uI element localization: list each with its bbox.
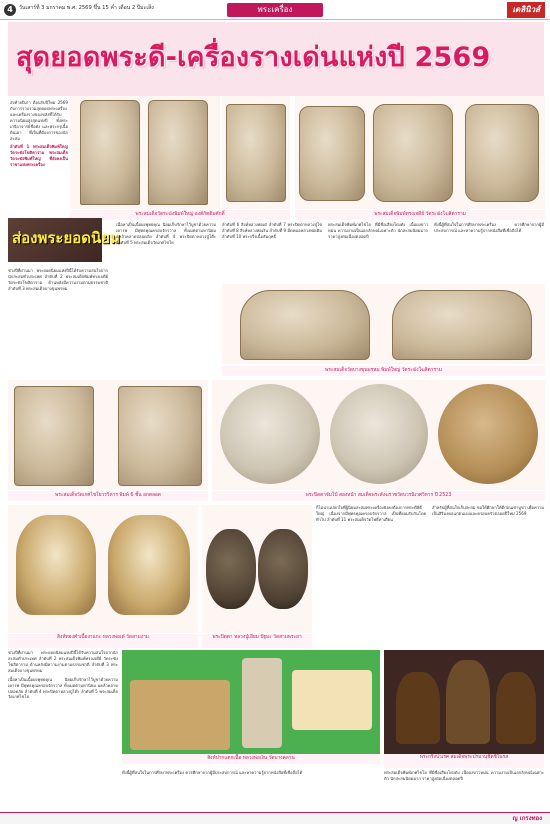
right-column-text: ทั้งนี้ผู้ที่สนใจในการศึกษาพระเครื่อง ควรศึกษาจากผู้มีประสบการณ์ และหาความรู้จากหนังสือที่เชื่อถือได้ bbox=[434, 222, 544, 233]
amulet-image bbox=[465, 104, 539, 202]
mid-column bbox=[116, 222, 216, 372]
amulet-image bbox=[14, 386, 94, 486]
intro-column bbox=[10, 100, 68, 218]
amulet-image bbox=[118, 386, 202, 486]
section-label: พระเครื่อง bbox=[227, 3, 323, 17]
kring-image bbox=[446, 660, 490, 744]
bottom-column-text: สำหรับผู้ที่สนใจเก็บสะสม ขอให้ศึกษาให้ดีก่อนเช่าบูชา เพื่อความเป็นสิริมงคลแก่ตนเองและครอบครัวตลอดปีใหม่ 2569 bbox=[432, 505, 544, 516]
page-header bbox=[0, 0, 550, 20]
bottom-left-text: ช่วงปีที่ผ่านมา พระยอดนิยมแห่งปีนี้ได้รับความสนใจจากนักสะสมทั่วประเทศ ลำดับที่ 2 พระสมเด็จพิมพ์ทรงเจดีย์ วัดระฆังโฆสิตาราม ด้านหลังมีความงามตามธรรมชาติ ลำดับที่ 3 พระสมเด็จบางขุนพรหม bbox=[8, 650, 118, 673]
right-column-b bbox=[328, 222, 428, 282]
pidta-photo bbox=[202, 505, 312, 633]
amulet-image bbox=[299, 106, 365, 201]
brand-logo: เดลินิวส์ bbox=[507, 2, 545, 18]
caption-9: พระกริ่งปวเรศ สมเด็จพระปรมานุชิตชิโนรส bbox=[384, 754, 544, 768]
amulet-image bbox=[240, 290, 370, 360]
bottom-left-column bbox=[8, 650, 118, 808]
left-column bbox=[8, 268, 108, 378]
page-footer bbox=[0, 812, 550, 824]
right-column-text: พระสมเด็จพิมพ์เกศไชโย ที่มีชื่อเสียงโด่งดัง เนื้อผงขาวหม่น ความงามเป็นเอกลักษณ์เฉพาะตัว นักสะสมนิยมมาก ราคาสูงต่อเนื่องตลอดปี bbox=[328, 222, 428, 239]
caption-4: พระสมเด็จวัดเกศไชโยวรวิหาร พิมพ์ 6 ชั้น อกตลอด bbox=[8, 491, 208, 501]
amulet-image bbox=[373, 104, 453, 202]
bottom-column-text: ก็ไม่น่าแปลกใจที่ผู้นิยมสะสมพระเครื่องยังคงต้องการพระดีพิธีใหญ่ เนื่องจากมีพุทธคุณครอบจักรวาล เป็นที่ยอมรับกันโดยทั่วไป ลำดับที่ 11 พระสมเด็จวัดโพธิ์ท่าเตียน bbox=[316, 505, 426, 522]
caption-2: พระสมเด็จพิมพ์ทรงเจดีย์ วัดระฆังโฆสิตาราม bbox=[295, 210, 545, 220]
caption-1: พระสมเด็จวัดระฆังพิมพ์ใหญ่ องค์กิตติมศักดิ์ bbox=[70, 210, 290, 220]
amulet-image bbox=[330, 384, 428, 484]
section-banner-title: ส่องพระยอดนิยม bbox=[12, 229, 120, 247]
lion-image bbox=[16, 515, 96, 615]
headline: สุดยอดพระดี-เครื่องรางเด่นแห่งปี 2569 bbox=[16, 42, 491, 73]
kring-photo bbox=[384, 650, 544, 754]
amulet-photo-6 bbox=[212, 380, 545, 490]
right-column-a bbox=[222, 222, 322, 282]
bottom-mid-column bbox=[122, 770, 380, 810]
caption-7: พระปิดตา หลวงปู่เอี่ยม ปัฐมะ วัดสามพระยา bbox=[202, 634, 312, 648]
caption-3: พระสมเด็จวัดบางขุนพรหม พิมพ์ใหญ่ วัดระฆังโฆสิตาราม bbox=[222, 366, 545, 376]
amulet-image bbox=[392, 290, 532, 360]
caption-6: สิงห์ทองคำเนื้องาแกะ หลวงพ่อเต๋ วัดสามง่าม bbox=[8, 634, 198, 648]
knife-photo bbox=[122, 650, 380, 754]
kring-image bbox=[396, 672, 440, 744]
mid-column-text: เนื้อหาเป็นเนื้อผงพุทธคุณ นิยมเก็บรักษาไว้บูชาด้วยความเคารพ มีพุทธคุณครอบจักรวาล ทั้งเมตตามหานิยม แคล้วคลาดปลอดภัย ลำดับที่ 4 พระปิดตาหลวงปู่โต๊ะ ลำดับที่ 5 พระสมเด็จวัดเกศไชโย bbox=[116, 222, 216, 245]
intro-paragraph: ลำดับที่ 1 พระสมเด็จพิมพ์ใหญ่ วัดระฆังโฆสิตาราม พระสมเด็จวัดระฆังพิมพ์ใหญ่ ที่ยังคงเป็นราชาแห่งพระเครื่อง bbox=[10, 144, 68, 168]
right-column-text: ลำดับที่ 6 สิงห์หลวงพ่อเต๋ ลำดับที่ 7 พระปิดตาหลวงปู่ไข่ ลำดับที่ 8 สิงห์หลวงพ่อเงิน ลำดับที่ 9 มีดหมอหลวงพ่อเดิม ลำดับที่ 10 พระกริ่งเนื้อสัมฤทธิ์ bbox=[222, 222, 322, 239]
knife-image bbox=[242, 658, 282, 748]
amulet-image bbox=[80, 100, 140, 205]
knife-image bbox=[130, 680, 230, 750]
right-column-c bbox=[434, 222, 544, 282]
bottom-right-column bbox=[384, 770, 544, 810]
left-column-text: ช่วงปีที่ผ่านมา พระยอดนิยมแห่งปีนี้ได้รับความสนใจจากนักสะสมทั่วประเทศ ลำดับที่ 2 พระสมเด็จพิมพ์ทรงเจดีย์ วัดระฆังโฆสิตาราม ด้านหลังมีความงามตามธรรมชาติ ลำดับที่ 3 พระสมเด็จบางขุนพรหม bbox=[8, 268, 108, 291]
lion-photo bbox=[8, 505, 198, 633]
knife-image bbox=[292, 670, 372, 730]
caption-5: พระปิดตาจัมโบ้ สองหน้า สมเด็จพระสังฆราชวัดบวรนิเวศวิหาร ปี 2523 bbox=[212, 491, 545, 501]
author-credit: ญ เกรงทอง bbox=[512, 815, 542, 822]
amulet-image bbox=[258, 529, 308, 609]
amulet-image bbox=[220, 384, 320, 484]
bottom-left-text: เนื้อหาเป็นเนื้อผงพุทธคุณ นิยมเก็บรักษาไว้บูชาด้วยความเคารพ มีพุทธคุณครอบจักรวาล ทั้งเมตตามหานิยม แคล้วคลาดปลอดภัย ลำดับที่ 4 พระปิดตาหลวงปู่โต๊ะ ลำดับที่ 5 พระสมเด็จวัดเกศไชโย bbox=[8, 676, 118, 700]
amulet-photo-3 bbox=[295, 96, 545, 209]
issue-date: วันเสาร์ที่ 3 มกราคม พ.ศ. 2569 ขึ้น 15 ค่ำ เดือน 2 ปีมะเส็ง bbox=[19, 5, 154, 11]
amulet-photo-1 bbox=[70, 96, 220, 209]
amulet-image bbox=[438, 384, 538, 484]
intro-paragraph: ส่งท้ายปีเก่า ต้อนรับปีใหม่ 2569 กับการรวบรวมสุดยอดพระเครื่องและเครื่องรางของขลังที่ได้รับความนิยมสูงสุดแห่งปี ทั้งพระเกจิอาจารย์ชื่อดัง และพระกรุเนื้อดินเผา ที่เป็นที่ต้องการของนักสะสม bbox=[10, 100, 68, 141]
amulet-image bbox=[226, 104, 286, 202]
lion-image bbox=[108, 515, 190, 615]
amulet-photo-5 bbox=[8, 380, 208, 490]
amulet-photo-2 bbox=[222, 96, 290, 209]
page-number: 4 bbox=[4, 4, 16, 16]
kring-image bbox=[496, 672, 536, 744]
bottom-mid-text: ทั้งนี้ผู้ที่สนใจในการศึกษาพระเครื่อง ควรศึกษาจากผู้มีประสบการณ์ และหาความรู้จากหนังสือที่เชื่อถือได้ bbox=[122, 770, 303, 775]
bottom-column-c bbox=[432, 505, 544, 645]
amulet-image bbox=[148, 100, 208, 205]
amulet-photo-4 bbox=[222, 284, 545, 364]
caption-8: สิงห์ปากแตกเนื้อ หลวงพ่อเงิน วัดบางคลาน bbox=[122, 754, 380, 764]
amulet-image bbox=[206, 529, 256, 609]
bottom-right-text: พระสมเด็จพิมพ์เกศไชโย ที่มีชื่อเสียงโด่งดัง เนื้อผงขาวหม่น ความงามเป็นเอกลักษณ์เฉพาะตัว นักสะสมนิยมมาก ราคาสูงต่อเนื่องตลอดปี bbox=[384, 770, 544, 781]
bottom-column-a bbox=[316, 505, 426, 645]
